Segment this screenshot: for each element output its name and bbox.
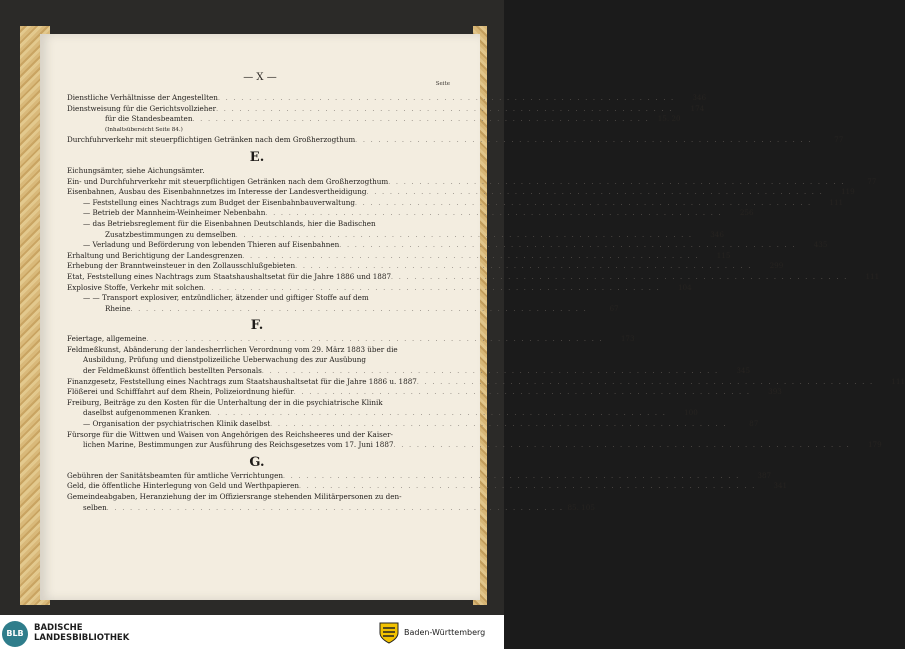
entry-text: — Organisation der psychiatrischen Klinik daselbst (83, 419, 271, 429)
entry-text: Explosive Stoffe, Verkehr mit solchen (67, 282, 204, 292)
dot-leader: . . . . . . . . . . . . . . . . . . . . . . . . . . . . . . . . . . . . . . . . . . . . . . . . . . . . . . . . . . . (217, 95, 676, 102)
entry-text: Ausbildung, Prüfung und dienstpolizeiliche Ueberwachung des zur Ausübung (83, 355, 366, 365)
index-entry (67, 135, 844, 146)
entry-text: Durchfuhrverkehr mit steuerpflichtigen Getränken nach dem Großherzogthum (67, 135, 356, 145)
entry-text: — — Transport explosiver, entzündlicher, ätzender und giftiger Stoffe auf dem (83, 293, 369, 303)
page-header: — X — (243, 72, 277, 83)
bw-coat-of-arms-icon (378, 621, 400, 645)
index-entry (67, 261, 784, 272)
footer-bar (0, 615, 504, 649)
entry-page-number: 100 (684, 408, 698, 418)
index-entry (67, 366, 751, 377)
entry-text: Feldmeßkunst, Abänderung der landesherrlichen Verordnung vom 29. März 1883 über die (67, 344, 398, 354)
entry-page-number: 346 (710, 229, 724, 239)
entry-page-number: 111 (829, 197, 844, 207)
entry-page-number: 393 (768, 387, 782, 397)
entry-page-number: 104 (677, 282, 692, 292)
entry-text: Eisenbahnen, Ausbau des Eisenbahnnetzes im Interesse der Landesvertheidigung (67, 187, 367, 197)
entry-text: Gebühren der Sanitätsbeamten für amtliche Verrichtungen (67, 470, 283, 480)
index-entry (67, 481, 788, 492)
blb-logo[interactable]: BLB (2, 621, 28, 647)
entry-page-number: 77 (834, 135, 844, 145)
entry-text: Dienstweisung für die Gerichtsvollzieher (67, 103, 217, 113)
index-entry (67, 293, 447, 304)
index-entry (67, 114, 681, 125)
dot-leader: . . . . . . . . . . . . . . . . . . . . . . . . . . . . . . . . . . . . . . . . . . . . . . . . . . . . . . . . . . . (235, 231, 693, 239)
index-entry (67, 166, 447, 177)
index-list (67, 93, 905, 513)
index-entry (67, 502, 595, 514)
index-entry (67, 376, 905, 388)
dot-leader: . . . . . . . . . . . . . . . . . . . . . . . . . . . . . . . . . . . . . . . . . . . . . . . . . . . . . . . . . . . (270, 421, 728, 429)
dot-leader: . . . . . . . . . . . . . . . . . . . . . . . . . . . . . . . . . . . . . . . . . . . . . . . . . . . . . . . . . . . (130, 305, 588, 313)
entry-page-number: 435 (813, 240, 828, 250)
entry-text: für die Standesbeamten (105, 114, 193, 124)
index-entry (67, 219, 447, 230)
entry-text: Rheine (105, 303, 131, 313)
dot-leader: . . . . . . . . . . . . . . . . . . . . . . . . . . . . . . . . . . . . . . . . . . . . . . . . . . . . . . . . . . . (203, 284, 661, 292)
section-heading: F. (250, 318, 264, 334)
entry-page-number: 111 (865, 271, 880, 281)
entry-page-number: 256 (739, 208, 754, 218)
dot-leader: . . . . . . . . . . . . . . . . . . . . . . . . . . . . . . . . . . . . . . . . . . . . . . . . . . . . . . . . . . . (298, 483, 757, 491)
entry-page-number: 119 (840, 187, 855, 197)
section-heading: E. (249, 149, 265, 165)
index-entry (67, 125, 447, 136)
entry-page-number: 345 (736, 366, 751, 376)
dot-leader: . . . . . . . . . . . . . . . . . . . . . . . . . . . . . . . . . . . . . . . . . . . . . . . . . . . . . . . . . . . (209, 410, 667, 418)
entry-page-number: 85. 105 (567, 502, 595, 512)
index-entry (67, 408, 698, 419)
entry-page-number: 111 (891, 376, 905, 386)
index-entry (67, 387, 782, 398)
index-entry (67, 197, 844, 209)
entry-text: Freiburg, Beiträge zu den Kosten für die Unterhaltung der in die psychiatrische Klinik (67, 397, 383, 407)
entry-page-number: 67 (609, 303, 619, 313)
index-entry (67, 345, 447, 356)
index-entry (67, 355, 447, 366)
index-entry (67, 229, 724, 241)
dot-leader: . . . . . . . . . . . . . . . . . . . . . . . . . . . . . . . . . . . . . . . . . . . . . . . . . . . . . . . . . . . (265, 210, 723, 218)
entry-text: — Verladung und Beförderung von lebenden Thieren auf Eisenbahnen (83, 240, 340, 250)
index-entry (67, 240, 828, 251)
entry-page-number: 15. 20 (657, 114, 681, 124)
entry-page-number: 341 (773, 481, 788, 491)
dot-leader: . . . . . . . . . . . . . . . . . . . . . . . . . . . . . . . . . . . . . . . . . . . . . . . . . . . . . . . . . . . (242, 252, 700, 260)
dot-leader: . . . . . . . . . . . . . . . . . . . . . . . . . . . . . . . . . . . . . . . . . . . . . . . . . . . . . . . . . . . (391, 273, 849, 281)
entry-text: der Feldmeßkunst öffentlich bestellten Personals (83, 366, 262, 376)
entry-text: Zusatzbestimmungen zu demselben (105, 229, 236, 239)
blb-name[interactable] (34, 623, 129, 643)
entry-page-number: 77 (867, 176, 877, 186)
index-entry (67, 398, 447, 409)
index-entry (67, 250, 731, 262)
index-entry (67, 470, 772, 482)
dot-leader: . . . . . . . . . . . . . . . . . . . . . . . . . . . . . . . . . . . . . . . . . . . . . . . . . . . . . . . . . . . (293, 389, 751, 397)
entry-text: Geld, die öffentliche Hinterlegung von Geld und Werthpapieren (67, 481, 299, 491)
entry-page-number: 174 (690, 103, 705, 113)
entry-text: Feiertage, allgemeine (67, 334, 147, 344)
dot-leader: . . . . . . . . . . . . . . . . . . . . . . . . . . . . . . . . . . . . . . . . . . . . . . . . . . . . . . . . . . . (393, 442, 851, 450)
entry-text: (Inhaltsübersicht Seite 84.) (105, 126, 183, 133)
dot-leader: . . . . . . . . . . . . . . . . . . . . . . . . . . . . . . . . . . . . . . . . . . . . . . . . . . . . . . . . . . . (366, 189, 824, 197)
dot-leader: . . . . . . . . . . . . . . . . . . . . . . . . . . . . . . . . . . . . . . . . . . . . . . . . . . . . . . . . . . . (261, 368, 720, 376)
index-entry (67, 271, 880, 283)
dot-leader: . . . . . . . . . . . . . . . . . . . . . . . . . . . . . . . . . . . . . . . . . . . . . . . . . . . . . . . . . . . (416, 378, 875, 386)
dot-leader: . . . . . . . . . . . . . . . . . . . . . . . . . . . . . . . . . . . . . . . . . . . . . . . . . . . . . . . . . . . (146, 336, 604, 344)
section-heading: G. (249, 454, 265, 470)
index-entry (67, 430, 447, 441)
index-entry (67, 334, 635, 345)
seite-label: Seite (435, 81, 450, 87)
entry-page-number: 179 (867, 440, 882, 450)
entry-text: — Betrieb der Mannheim-Weinheimer Nebenbahn (83, 208, 266, 218)
blb-line2: LANDESBIBLIOTHEK (34, 633, 130, 643)
entry-text: Etat, Feststellung eines Nachtrags zum Staatshaushaltsetat für die Jahre 1886 und 1887 (67, 271, 392, 281)
entry-text: Fürsorge für die Wittwen und Waisen von Angehörigen des Reichsheeres und der Kaiser- (67, 429, 393, 439)
dot-leader: . . . . . . . . . . . . . . . . . . . . . . . . . . . . . . . . . . . . . . . . . . . . . . . . . . . . . . . . . . . (216, 105, 674, 113)
index-entry (67, 303, 619, 315)
index-entry (67, 208, 754, 219)
entry-page-number: 87 (749, 419, 759, 429)
entry-text: Erhebung der Branntweinsteuer in den Zollausschlußgebieten (67, 261, 296, 271)
entry-text: Erhaltung und Berichtigung der Landesgrenzen (67, 250, 243, 260)
dot-leader: . . . . . . . . . . . . . . . . . . . . . . . . . . . . . . . . . . . . . . . . . . . . . . . . . . . . . . . . . . . (295, 263, 753, 271)
bw-label[interactable]: Baden-Württemberg (404, 628, 486, 637)
index-entry (67, 440, 882, 451)
entry-text: Eichungsämter, siehe Aichungsämter. (67, 165, 205, 175)
entry-text: lichen Marine, Bestimmungen zur Ausführung des Reichsgesetzes vom 17. Juni 1887 (83, 440, 394, 450)
dot-leader: . . . . . . . . . . . . . . . . . . . . . . . . . . . . . . . . . . . . . . . . . . . . . . . . . . . . . . . . . . . (339, 242, 797, 250)
index-entry (67, 492, 447, 503)
dot-leader: . . . . . . . . . . . . . . . . . . . . . . . . . . . . . . . . . . . . . . . . . . . . . . . . . . . . . . . . . . . (106, 504, 564, 512)
entry-page-number: 173 (620, 334, 635, 344)
entry-text: Gemeindeabgaben, Heranziehung der im Offiziersrange stehenden Militärpersonen zu den- (67, 492, 402, 501)
index-entry (67, 419, 759, 430)
blb-line1: BADISCHE (34, 623, 83, 633)
dot-leader: . . . . . . . . . . . . . . . . . . . . . . . . . . . . . . . . . . . . . . . . . . . . . . . . . . . . . . . . . . . (388, 178, 846, 186)
entry-text: Ein- und Durchfuhrverkehr mit steuerpflichtigen Getränken nach dem Großherzogthum (67, 176, 389, 186)
entry-page-number: 346 (692, 93, 707, 102)
entry-page-number: 387 (757, 470, 772, 480)
entry-text: — das Betriebsreglement für die Eisenbahnen Deutschlands, hier die Badischen (83, 218, 376, 228)
index-entry (67, 93, 707, 104)
index-entry (67, 282, 692, 294)
entry-text: Flößerei und Schifffahrt auf dem Rhein, Polizeiordnung hiefür (67, 387, 294, 397)
entry-text: Finanzgesetz, Feststellung eines Nachtrags zum Staatshaushaltsetat für die Jahre 1886 u. 1887 (67, 376, 417, 386)
dot-leader: . . . . . . . . . . . . . . . . . . . . . . . . . . . . . . . . . . . . . . . . . . . . . . . . . . . . . . . . . . . (282, 472, 741, 480)
entry-page-number: 299 (769, 261, 784, 271)
entry-page-number: 115 (716, 250, 731, 260)
index-entry (67, 176, 877, 188)
dot-leader: . . . . . . . . . . . . . . . . . . . . . . . . . . . . . . . . . . . . . . . . . . . . . . . . . . . . . . . . . . . (355, 137, 813, 145)
entry-text: — Feststellung eines Nachtrags zum Budget der Eisenbahnbauverwaltung (83, 197, 355, 207)
index-entry (67, 187, 855, 198)
entry-text: selben (83, 502, 107, 512)
dot-leader: . . . . . . . . . . . . . . . . . . . . . . . . . . . . . . . . . . . . . . . . . . . . . . . . . . . . . . . . . . . (354, 199, 813, 207)
index-entry (67, 103, 705, 115)
entry-text: daselbst aufgenommenen Kranken (83, 408, 210, 418)
dot-leader: . . . . . . . . . . . . . . . . . . . . . . . . . . . . . . . . . . . . . . . . . . . . . . . . . . . . . . . . . . . (192, 116, 650, 124)
entry-text: Dienstliche Verhältnisse der Angestellten (67, 93, 218, 102)
